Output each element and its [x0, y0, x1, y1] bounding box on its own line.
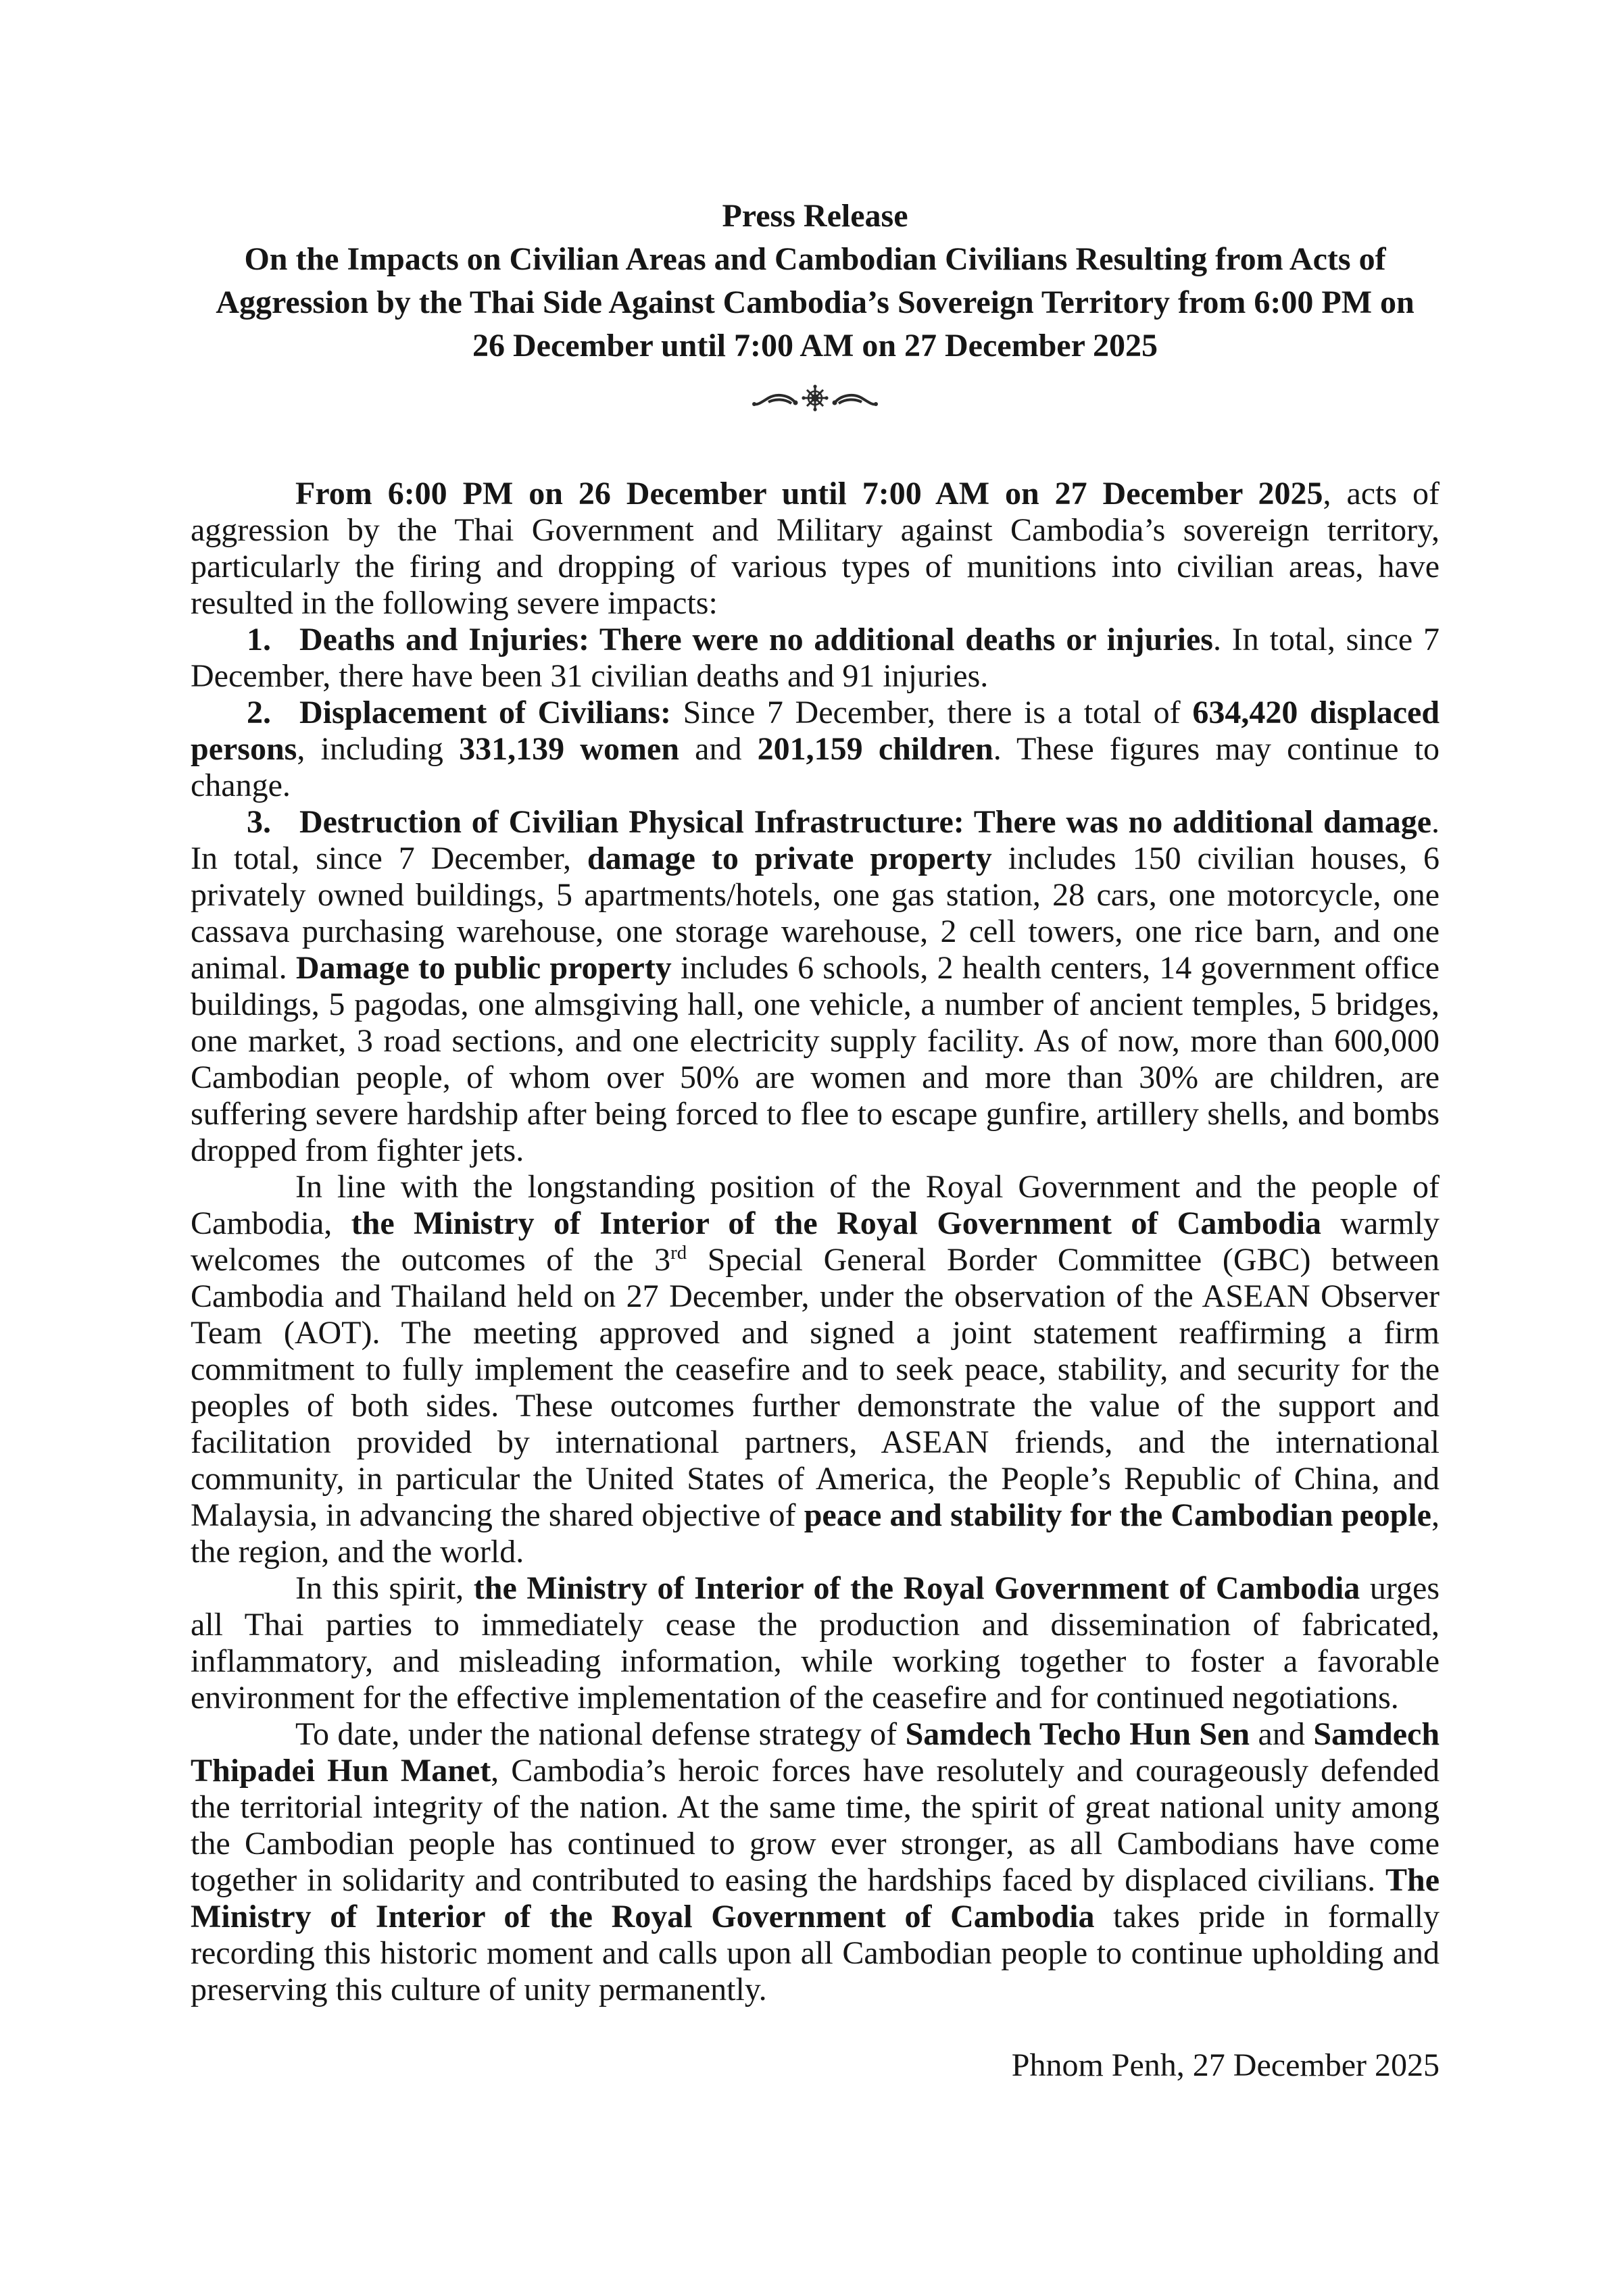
title-line: Aggression by the Thai Side Against Cambodia’s Sovereign Territory from 6:00 PM on [216, 284, 1415, 320]
text-segment: From 6:00 PM on 26 December until 7:00 AM on 27 December 2025 [295, 476, 1323, 511]
text-segment: Samdech Techo Hun Sen [905, 1716, 1250, 1752]
text-segment: the Ministry of Interior of the Royal Government of Cambodia [351, 1205, 1322, 1241]
document-title [191, 195, 1440, 368]
text-segment: 331,139 women [459, 731, 679, 767]
text-segment: , Cambodia’s heroic forces have resolutely and courageously defended the territorial integrity of the nation. At the same time, the spirit of great national unity among the Cambodian people has continued to grow ever stronger, as all Cambodians have come together in solidarity and contributed to easing the hardships faced by displaced civilians. [191, 1753, 1440, 1898]
text-segment: Destruction of Civilian Physical Infrastructure: There was no additional damage [299, 804, 1431, 840]
text-segment: , including [297, 731, 460, 767]
text-segment: 201,159 children [757, 731, 993, 767]
text-segment: Samdech Thipadei Hun Manet [191, 1716, 1440, 1789]
text-segment: In this spirit, [295, 1570, 474, 1606]
text-segment: Deaths and Injuries: There were no additional deaths or injuries [299, 622, 1213, 657]
numbered-item [191, 695, 1440, 804]
text-segment: . In total, since 7 December, [191, 804, 1440, 876]
numbered-item [191, 804, 1440, 1169]
text-segment: urges all Thai parties to immediately cease the production and dissemination of fabricated, inflammatory, and misleading information, while working together to foster a favorable environment for the effective implementation of the ceasefire and for continued negotiations. [191, 1570, 1440, 1716]
paragraph [191, 1169, 1440, 1570]
text-segment: and [1250, 1716, 1314, 1752]
text-segment: Since 7 December, there is a total of [670, 695, 1193, 730]
dateline: Phnom Penh, 27 December 2025 [1011, 2047, 1440, 2083]
text-segment: and [679, 731, 758, 767]
text-segment: , acts of aggression by the Thai Government and Military against Cambodia’s sovereign territory, particularly the firing and dropping of various types of munitions into civilian areas, have resulted in the following severe impacts: [191, 476, 1440, 621]
paragraph [191, 1716, 1440, 2008]
title-line: On the Impacts on Civilian Areas and Cambodian Civilians Resulting from Acts of [244, 241, 1386, 277]
text-segment: . In total, since 7 December, there have been 31 civilian deaths and 91 injuries. [191, 622, 1440, 694]
text-segment: Displacement of Civilians: [299, 695, 671, 730]
title-line: Press Release [722, 198, 908, 234]
text-segment: The Ministry of Interior of the Royal Government of Cambodia [191, 1862, 1440, 1935]
text-segment: the Ministry of Interior of the Royal Government of Cambodia [473, 1570, 1360, 1606]
paragraph [191, 476, 1440, 622]
item-number: 2. [247, 695, 271, 730]
text-segment: Special General Border Committee (GBC) between Cambodia and Thailand held on 27 December, under the observation of the ASEAN Observer Team (AOT). The meeting approved and signed a joint statement reaffirming a firm commitment to fully implement the ceasefire and to seek peace, stability, and security for the peoples of both sides. These outcomes further demonstrate the value of the support and facilitation provided by international partners, ASEAN friends, and the international community, in particular the United States of America, the People’s Republic of China, and Malaysia, in advancing the shared objective of [191, 1242, 1440, 1533]
text-segment: In line with the longstanding position of the Royal Government and the people of Cambodia, [191, 1169, 1440, 1241]
text-segment: peace and stability for the Cambodian people [804, 1497, 1431, 1533]
text-segment: . These figures may continue to change. [191, 731, 1440, 803]
text-segment: includes 150 civilian houses, 6 privately owned buildings, 5 apartments/hotels, one gas station, 28 cars, one motorcycle, one cassava purchasing warehouse, one storage warehouse, 2 cell towers, one rice barn, and one animal. [191, 841, 1440, 986]
text-segment: Damage to public property [295, 950, 672, 986]
title-line: 26 December until 7:00 AM on 27 December 2025 [472, 328, 1158, 364]
floral-divider-icon [191, 378, 1440, 418]
document-body [191, 476, 1440, 2008]
text-segment: To date, under the national defense strategy of [295, 1716, 906, 1752]
text-segment: warmly welcomes the outcomes of the 3 [191, 1205, 1440, 1278]
text-segment: damage to private property [587, 841, 992, 876]
text-segment: takes pride in formally recording this historic moment and calls upon all Cambodian people to continue upholding and preserving this culture of unity permanently. [191, 1899, 1440, 2007]
text-segment: 634,420 displaced persons [191, 695, 1440, 767]
item-number: 1. [247, 622, 271, 657]
item-number: 3. [247, 804, 271, 840]
numbered-item [191, 622, 1440, 695]
text-segment: , the region, and the world. [191, 1497, 1440, 1570]
text-segment: rd [670, 1242, 687, 1264]
paragraph [191, 1570, 1440, 1716]
text-segment: includes 6 schools, 2 health centers, 14 government office buildings, 5 pagodas, one almsgiving hall, one vehicle, a number of ancient temples, 5 bridges, one market, 3 road sections, and one electricity supply facility. As of now, more than 600,000 Cambodian people, of whom over 50% are women and more than 30% are children, are suffering severe hardship after being forced to flee to escape gunfire, artillery shells, and bombs dropped from fighter jets. [191, 950, 1440, 1168]
